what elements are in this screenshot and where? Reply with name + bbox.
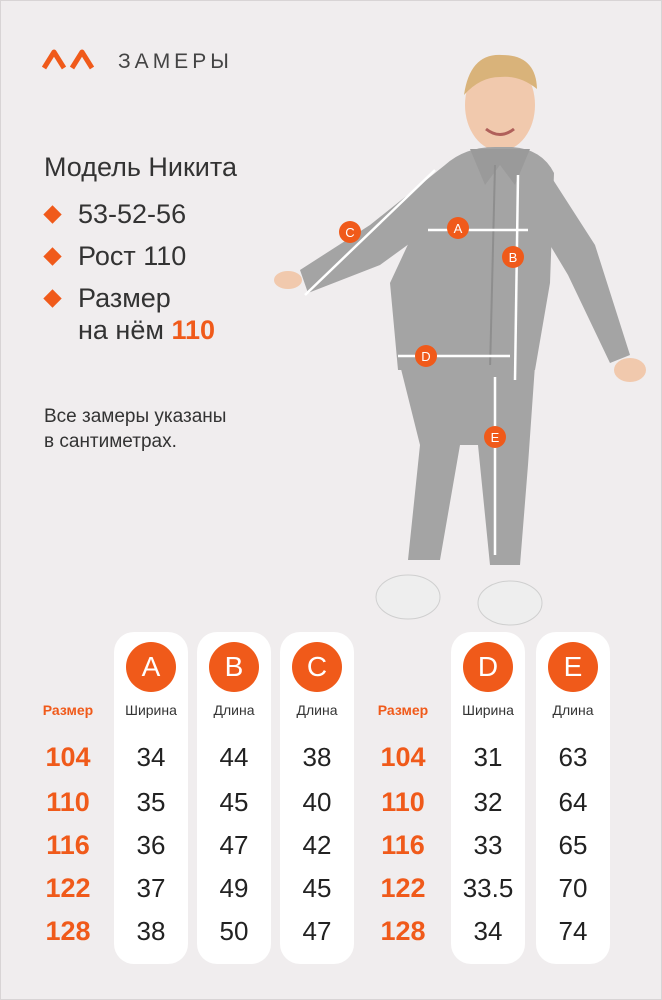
size-header: Размер: [377, 702, 429, 718]
table-cell: 40: [302, 787, 332, 817]
size-cell: 104: [45, 742, 91, 772]
model-name: Модель Никита: [44, 152, 237, 182]
column-header: Длина: [213, 702, 255, 718]
column-header: Длина: [296, 702, 338, 718]
column-badge-a: A: [126, 642, 176, 692]
measurement-note: [44, 404, 226, 454]
table-cell: 38: [302, 742, 332, 772]
note-line1: Все замеры указаны: [44, 406, 227, 427]
svg-text:B: B: [508, 250, 518, 265]
table-cell: 42: [302, 830, 332, 860]
size-cell: 110: [46, 787, 90, 817]
table-cell: 49: [219, 873, 249, 903]
model-info-list: [44, 198, 215, 356]
table-cell: 37: [136, 873, 166, 903]
size-cell: 128: [45, 916, 91, 946]
note-line2: в сантиметрах.: [44, 431, 177, 452]
info-params: [44, 198, 215, 230]
measure-label-a: [447, 217, 469, 239]
table-cell: 32: [473, 787, 503, 817]
table-cell: 47: [219, 830, 249, 860]
column-a: [114, 632, 188, 964]
size-line2: [78, 314, 215, 346]
column-d: [451, 632, 525, 964]
info-height: [44, 240, 215, 272]
model-photo: [250, 25, 662, 635]
table-cell: 70: [558, 873, 588, 903]
table-cell: 34: [136, 742, 166, 772]
measure-label-c: [339, 221, 361, 243]
column-badge-c: C: [292, 642, 342, 692]
size-cell: 128: [380, 916, 426, 946]
table-cell: 74: [558, 916, 588, 946]
table-cell: 35: [136, 787, 166, 817]
size-prefix-text: на нём: [78, 315, 164, 345]
diamond-bullet-icon: [43, 289, 61, 307]
measure-label-b: [502, 246, 524, 268]
size-label-text: Размер: [78, 283, 171, 313]
svg-text:E: E: [490, 430, 500, 445]
svg-text:A: A: [453, 221, 463, 236]
diamond-bullet-icon: [43, 247, 61, 265]
height-text: Рост 110: [78, 241, 187, 271]
table-cell: 45: [219, 787, 249, 817]
diamond-bullet-icon: [43, 205, 61, 223]
size-value-text: 110: [171, 315, 215, 345]
table-cell: 44: [219, 742, 249, 772]
column-header: Длина: [552, 702, 594, 718]
params-text: 53-52-56: [78, 199, 187, 229]
table-cell: 47: [302, 916, 332, 946]
table-cell: 34: [473, 916, 503, 946]
size-cell: 104: [380, 742, 426, 772]
table-cell: 45: [302, 873, 332, 903]
size-cell: 116: [46, 830, 90, 860]
column-b: [197, 632, 271, 964]
column-e: [536, 632, 610, 964]
brand-logo-icon: [42, 48, 96, 70]
size-cell: 122: [380, 873, 426, 903]
measure-label-e: [484, 426, 506, 448]
table-cell: 36: [136, 830, 166, 860]
column-badge-e: E: [548, 642, 598, 692]
table-cell: 31: [473, 742, 503, 772]
table-cell: 33.5: [462, 873, 514, 903]
column-header: Ширина: [462, 702, 514, 718]
svg-text:C: C: [345, 225, 355, 240]
page-title: ЗАМЕРЫ: [118, 50, 233, 73]
info-size: [44, 282, 215, 346]
column-badge-d: D: [463, 642, 513, 692]
table-cell: 33: [473, 830, 503, 860]
table-cell: 64: [558, 787, 588, 817]
svg-text:D: D: [421, 349, 431, 364]
table-cell: 63: [558, 742, 588, 772]
table-cell: 38: [136, 916, 166, 946]
size-cell: 116: [381, 830, 425, 860]
column-badge-b: B: [209, 642, 259, 692]
measure-label-d: [415, 345, 437, 367]
table-cell: 65: [558, 830, 588, 860]
size-header: Размер: [42, 702, 94, 718]
size-cell: 110: [381, 787, 425, 817]
size-cell: 122: [45, 873, 91, 903]
column-header: Ширина: [125, 702, 177, 718]
table-cell: 50: [219, 916, 249, 946]
column-c: [280, 632, 354, 964]
